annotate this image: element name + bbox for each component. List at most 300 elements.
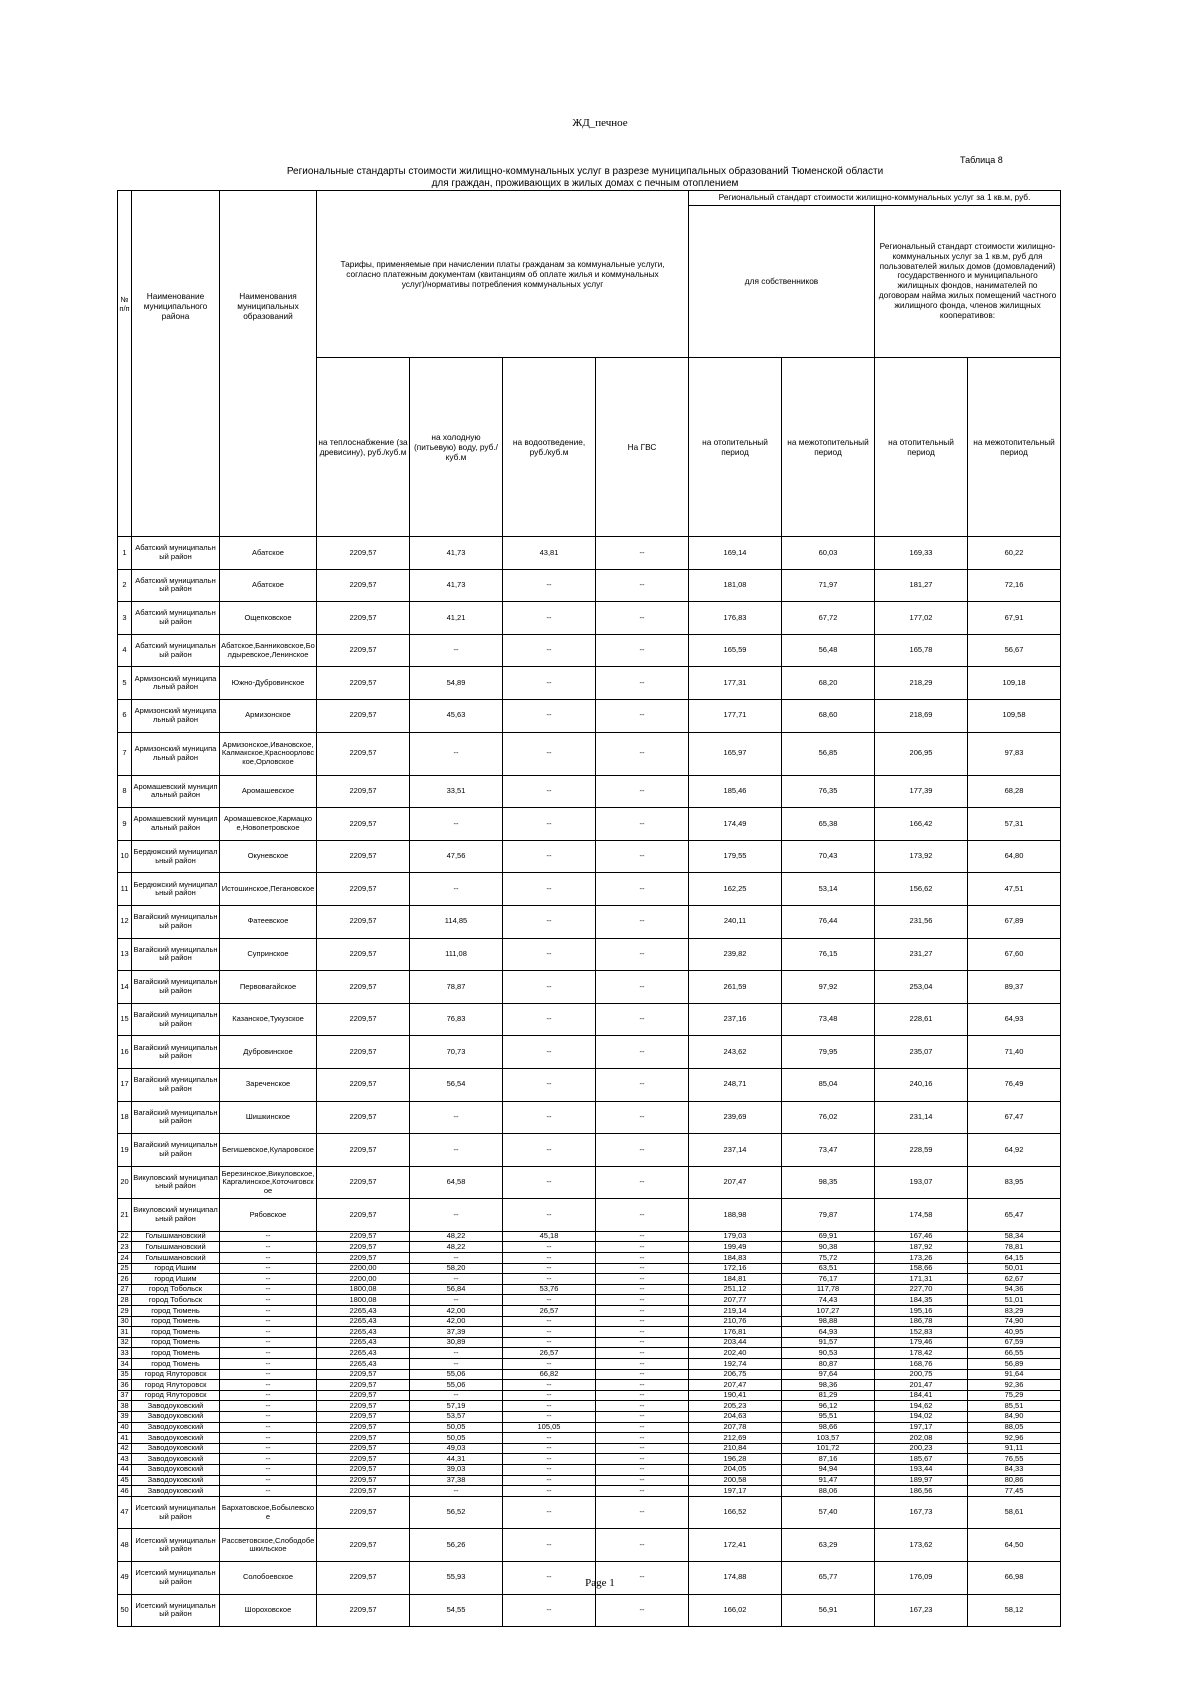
- table-row: [118, 971, 1061, 1004]
- owner-nonheating-value: 90,38: [782, 1242, 875, 1253]
- tenant-nonheating-value: 51,01: [968, 1295, 1061, 1306]
- cold-water-tariff: --: [410, 1274, 503, 1285]
- cold-water-tariff: --: [410, 1253, 503, 1264]
- owner-heating-value: 237,14: [689, 1134, 782, 1167]
- tenant-nonheating-value: 67,59: [968, 1337, 1061, 1348]
- drainage-tariff: --: [503, 808, 596, 841]
- tenant-heating-value: 228,61: [875, 1003, 968, 1036]
- tenant-nonheating-value: 85,51: [968, 1401, 1061, 1412]
- tenant-nonheating-value: 47,51: [968, 873, 1061, 906]
- district-name: Вагайский муниципальный район: [132, 1068, 220, 1101]
- district-name: Вагайский муниципальный район: [132, 1036, 220, 1069]
- district-name: Армизонский муниципальный район: [132, 667, 220, 700]
- municipality-name: Окуневское: [220, 840, 317, 873]
- district-name: город Ишим: [132, 1274, 220, 1285]
- tenant-nonheating-value: 75,29: [968, 1390, 1061, 1401]
- header-row-1: [118, 191, 1061, 206]
- row-number: 21: [118, 1199, 132, 1232]
- owner-nonheating-value: 97,92: [782, 971, 875, 1004]
- table-row: [118, 537, 1061, 570]
- row-number: 25: [118, 1263, 132, 1274]
- district-name: Исетский муниципальный район: [132, 1594, 220, 1627]
- cold-water-tariff: 37,38: [410, 1475, 503, 1486]
- owner-nonheating-value: 91,57: [782, 1337, 875, 1348]
- cold-water-tariff: --: [410, 732, 503, 775]
- owner-heating-value: 179,03: [689, 1231, 782, 1242]
- municipality-name: --: [220, 1306, 317, 1317]
- drainage-tariff: --: [503, 1486, 596, 1497]
- table-row: [118, 1263, 1061, 1274]
- table-row: [118, 1231, 1061, 1242]
- tenant-heating-value: 187,92: [875, 1242, 968, 1253]
- municipality-name: Абатское: [220, 537, 317, 570]
- hot-water-tariff: --: [596, 1529, 689, 1562]
- row-number: 11: [118, 873, 132, 906]
- heat-tariff: 2209,57: [317, 1101, 410, 1134]
- heat-tariff: 2265,43: [317, 1359, 410, 1370]
- owner-nonheating-value: 60,03: [782, 537, 875, 570]
- district-name: Вагайский муниципальный район: [132, 1101, 220, 1134]
- cold-water-tariff: 54,55: [410, 1594, 503, 1627]
- hot-water-tariff: --: [596, 1380, 689, 1391]
- heat-tariff: 2209,57: [317, 905, 410, 938]
- heat-tariff: 2209,57: [317, 1454, 410, 1465]
- owner-nonheating-value: 96,12: [782, 1401, 875, 1412]
- drainage-tariff: --: [503, 1068, 596, 1101]
- drainage-tariff: --: [503, 1199, 596, 1232]
- drainage-tariff: --: [503, 1454, 596, 1465]
- tenant-heating-value: 158,66: [875, 1263, 968, 1274]
- table-row: [118, 1327, 1061, 1338]
- owner-heating-value: 176,81: [689, 1327, 782, 1338]
- owner-heating-value: 205,23: [689, 1401, 782, 1412]
- cold-water-tariff: 42,00: [410, 1306, 503, 1317]
- municipality-name: --: [220, 1284, 317, 1295]
- municipality-name: Супринское: [220, 938, 317, 971]
- heat-tariff: 2200,00: [317, 1263, 410, 1274]
- row-number: 50: [118, 1594, 132, 1627]
- table-row: [118, 1496, 1061, 1529]
- heat-tariff: 2209,57: [317, 1486, 410, 1497]
- tenant-heating-value: 206,95: [875, 732, 968, 775]
- district-name: Бердюжский муниципальный район: [132, 873, 220, 906]
- hot-water-tariff: --: [596, 1242, 689, 1253]
- owner-nonheating-value: 56,85: [782, 732, 875, 775]
- drainage-tariff: --: [503, 905, 596, 938]
- tenant-nonheating-value: 80,86: [968, 1475, 1061, 1486]
- row-number: 36: [118, 1380, 132, 1391]
- owner-nonheating-value: 98,35: [782, 1166, 875, 1199]
- heat-tariff: 2209,57: [317, 1036, 410, 1069]
- tenant-nonheating-value: 83,95: [968, 1166, 1061, 1199]
- owner-nonheating-value: 117,78: [782, 1284, 875, 1295]
- owner-heating-value: 210,76: [689, 1316, 782, 1327]
- cold-water-tariff: 58,20: [410, 1263, 503, 1274]
- table-row: [118, 699, 1061, 732]
- hot-water-tariff: --: [596, 1166, 689, 1199]
- municipality-name: --: [220, 1253, 317, 1264]
- owner-heating-value: 204,05: [689, 1464, 782, 1475]
- drainage-tariff: --: [503, 1594, 596, 1627]
- row-number: 38: [118, 1401, 132, 1412]
- tenant-nonheating-value: 109,18: [968, 667, 1061, 700]
- heat-tariff: 2209,57: [317, 971, 410, 1004]
- tenant-heating-value: 184,41: [875, 1390, 968, 1401]
- row-number: 37: [118, 1390, 132, 1401]
- tenant-heating-value: 152,83: [875, 1327, 968, 1338]
- tenant-nonheating-value: 58,34: [968, 1231, 1061, 1242]
- cold-water-tariff: 53,57: [410, 1411, 503, 1422]
- municipality-name: Ощепковское: [220, 602, 317, 635]
- drainage-tariff: --: [503, 840, 596, 873]
- district-name: Заводоуковский: [132, 1433, 220, 1444]
- drainage-tariff: --: [503, 1433, 596, 1444]
- owner-nonheating-value: 74,43: [782, 1295, 875, 1306]
- tenant-heating-value: 168,76: [875, 1359, 968, 1370]
- table-row: [118, 1390, 1061, 1401]
- tenant-nonheating-value: 78,81: [968, 1242, 1061, 1253]
- owner-heating-value: 196,28: [689, 1454, 782, 1465]
- owner-nonheating-value: 69,91: [782, 1231, 875, 1242]
- table-row: [118, 667, 1061, 700]
- heat-tariff: 2209,57: [317, 1068, 410, 1101]
- table-row: [118, 1594, 1061, 1627]
- table-row: [118, 1443, 1061, 1454]
- tenant-heating-value: 194,62: [875, 1401, 968, 1412]
- owner-heating-value: 212,69: [689, 1433, 782, 1444]
- owner-nonheating-value: 75,72: [782, 1253, 875, 1264]
- cold-water-tariff: 39,03: [410, 1464, 503, 1475]
- owner-heating-value: 177,31: [689, 667, 782, 700]
- table-row: [118, 938, 1061, 971]
- cold-water-tariff: --: [410, 1390, 503, 1401]
- tenant-heating-value: 165,78: [875, 634, 968, 667]
- row-number: 5: [118, 667, 132, 700]
- cold-water-tariff: --: [410, 1199, 503, 1232]
- hot-water-tariff: --: [596, 1274, 689, 1285]
- col-header-cold-water: на холодную (питьевую) воду, руб./куб.м: [410, 358, 503, 537]
- municipality-name: --: [220, 1337, 317, 1348]
- tenant-heating-value: 186,56: [875, 1486, 968, 1497]
- tenant-heating-value: 184,35: [875, 1295, 968, 1306]
- district-name: Голышмановский: [132, 1231, 220, 1242]
- hot-water-tariff: --: [596, 1454, 689, 1465]
- cold-water-tariff: 64,58: [410, 1166, 503, 1199]
- row-number: 32: [118, 1337, 132, 1348]
- hot-water-tariff: --: [596, 775, 689, 808]
- owner-heating-value: 177,71: [689, 699, 782, 732]
- tenant-nonheating-value: 67,60: [968, 938, 1061, 971]
- owner-nonheating-value: 97,64: [782, 1369, 875, 1380]
- cold-water-tariff: 42,00: [410, 1316, 503, 1327]
- district-name: Заводоуковский: [132, 1401, 220, 1412]
- tenant-nonheating-value: 84,33: [968, 1464, 1061, 1475]
- drainage-tariff: --: [503, 634, 596, 667]
- tenant-nonheating-value: 64,92: [968, 1134, 1061, 1167]
- table-row: [118, 732, 1061, 775]
- tenant-heating-value: 194,02: [875, 1411, 968, 1422]
- table-row: [118, 1529, 1061, 1562]
- district-name: Вагайский муниципальный район: [132, 938, 220, 971]
- heat-tariff: 2209,57: [317, 1380, 410, 1391]
- tenant-nonheating-value: 62,67: [968, 1274, 1061, 1285]
- tenant-nonheating-value: 83,29: [968, 1306, 1061, 1317]
- tenant-heating-value: 177,39: [875, 775, 968, 808]
- tenant-nonheating-value: 67,89: [968, 905, 1061, 938]
- table-row: [118, 602, 1061, 635]
- row-number: 34: [118, 1359, 132, 1370]
- table-row: [118, 1433, 1061, 1444]
- owner-nonheating-value: 71,97: [782, 569, 875, 602]
- owner-heating-value: 239,69: [689, 1101, 782, 1134]
- municipality-name: Зареченское: [220, 1068, 317, 1101]
- owner-nonheating-value: 88,06: [782, 1486, 875, 1497]
- owner-heating-value: 169,14: [689, 537, 782, 570]
- district-name: Викуловский муниципальный район: [132, 1199, 220, 1232]
- table-row: [118, 1101, 1061, 1134]
- tenant-nonheating-value: 92,96: [968, 1433, 1061, 1444]
- owner-heating-value: 204,63: [689, 1411, 782, 1422]
- table-row: [118, 1454, 1061, 1465]
- table-row: [118, 1242, 1061, 1253]
- tenant-heating-value: 193,07: [875, 1166, 968, 1199]
- drainage-tariff: --: [503, 938, 596, 971]
- district-name: Бердюжский муниципальный район: [132, 840, 220, 873]
- table-row: [118, 905, 1061, 938]
- drainage-tariff: --: [503, 1134, 596, 1167]
- tenant-nonheating-value: 56,89: [968, 1359, 1061, 1370]
- municipality-name: --: [220, 1369, 317, 1380]
- table-row: [118, 1401, 1061, 1412]
- row-number: 18: [118, 1101, 132, 1134]
- owner-nonheating-value: 107,27: [782, 1306, 875, 1317]
- cold-water-tariff: 41,73: [410, 569, 503, 602]
- owner-heating-value: 190,41: [689, 1390, 782, 1401]
- district-name: Аромашевский муниципальный район: [132, 808, 220, 841]
- owner-heating-value: 243,62: [689, 1036, 782, 1069]
- heat-tariff: 2209,57: [317, 1464, 410, 1475]
- owner-heating-value: 207,47: [689, 1166, 782, 1199]
- hot-water-tariff: --: [596, 1475, 689, 1486]
- document-title: [258, 166, 912, 190]
- table-row: [118, 1003, 1061, 1036]
- owner-heating-value: 207,78: [689, 1422, 782, 1433]
- row-number: 20: [118, 1166, 132, 1199]
- page-footer: Page 1: [585, 1577, 615, 1589]
- hot-water-tariff: --: [596, 905, 689, 938]
- table-row: [118, 1199, 1061, 1232]
- municipality-name: --: [220, 1390, 317, 1401]
- district-name: Заводоуковский: [132, 1475, 220, 1486]
- tenant-heating-value: 167,73: [875, 1496, 968, 1529]
- tenant-nonheating-value: 76,49: [968, 1068, 1061, 1101]
- cold-water-tariff: 50,05: [410, 1422, 503, 1433]
- col-header-tenant-nonheating: на межотопительный период: [968, 358, 1061, 537]
- tenant-nonheating-value: 56,67: [968, 634, 1061, 667]
- col-header-municipality: Наименования муниципальных образований: [220, 191, 317, 537]
- hot-water-tariff: --: [596, 1316, 689, 1327]
- table-row: [118, 1068, 1061, 1101]
- tenant-nonheating-value: 58,61: [968, 1496, 1061, 1529]
- municipality-name: --: [220, 1231, 317, 1242]
- tenant-nonheating-value: 91,11: [968, 1443, 1061, 1454]
- heat-tariff: 2209,57: [317, 699, 410, 732]
- tenant-nonheating-value: 50,01: [968, 1263, 1061, 1274]
- owner-nonheating-value: 87,16: [782, 1454, 875, 1465]
- drainage-tariff: --: [503, 1390, 596, 1401]
- owner-heating-value: 185,46: [689, 775, 782, 808]
- hot-water-tariff: --: [596, 699, 689, 732]
- owner-heating-value: 210,84: [689, 1443, 782, 1454]
- owner-heating-value: 239,82: [689, 938, 782, 971]
- table-row: [118, 1306, 1061, 1317]
- tenant-nonheating-value: 64,93: [968, 1003, 1061, 1036]
- heat-tariff: 2209,57: [317, 1134, 410, 1167]
- district-name: Абатский муниципальный район: [132, 569, 220, 602]
- hot-water-tariff: --: [596, 1003, 689, 1036]
- row-number: 44: [118, 1464, 132, 1475]
- row-number: 39: [118, 1411, 132, 1422]
- municipality-name: --: [220, 1316, 317, 1327]
- drainage-tariff: 105,05: [503, 1422, 596, 1433]
- tenant-heating-value: 173,26: [875, 1253, 968, 1264]
- heat-tariff: 2209,57: [317, 1253, 410, 1264]
- owner-heating-value: 202,40: [689, 1348, 782, 1359]
- heat-tariff: 2265,43: [317, 1337, 410, 1348]
- drainage-tariff: --: [503, 1464, 596, 1475]
- tenant-nonheating-value: 60,22: [968, 537, 1061, 570]
- table-row: [118, 569, 1061, 602]
- heat-tariff: 2209,57: [317, 1443, 410, 1454]
- tenant-nonheating-value: 88,05: [968, 1422, 1061, 1433]
- drainage-tariff: --: [503, 1274, 596, 1285]
- table-row: [118, 1036, 1061, 1069]
- heat-tariff: 1800,08: [317, 1284, 410, 1295]
- cold-water-tariff: --: [410, 634, 503, 667]
- tenant-nonheating-value: 76,55: [968, 1454, 1061, 1465]
- hot-water-tariff: --: [596, 1295, 689, 1306]
- cold-water-tariff: 55,93: [410, 1561, 503, 1594]
- drainage-tariff: --: [503, 1253, 596, 1264]
- owner-heating-value: 203,44: [689, 1337, 782, 1348]
- row-number: 4: [118, 634, 132, 667]
- district-name: город Тюмень: [132, 1316, 220, 1327]
- district-name: Викуловский муниципальный район: [132, 1166, 220, 1199]
- hot-water-tariff: --: [596, 1306, 689, 1317]
- municipality-name: --: [220, 1359, 317, 1370]
- municipality-name: Абатское,Банниковское,Болдыревское,Ленинское: [220, 634, 317, 667]
- cold-water-tariff: 44,31: [410, 1454, 503, 1465]
- municipality-name: --: [220, 1242, 317, 1253]
- table-row: [118, 1274, 1061, 1285]
- row-number: 27: [118, 1284, 132, 1295]
- drainage-tariff: --: [503, 667, 596, 700]
- row-number: 28: [118, 1295, 132, 1306]
- municipality-name: Березинское,Викуловское,Каргалинское,Коточиговское: [220, 1166, 317, 1199]
- col-header-tenant-heating: на отопительный период: [875, 358, 968, 537]
- owner-nonheating-value: 67,72: [782, 602, 875, 635]
- hot-water-tariff: --: [596, 1561, 689, 1594]
- table-row: [118, 634, 1061, 667]
- owner-heating-value: 219,14: [689, 1306, 782, 1317]
- tenant-nonheating-value: 64,15: [968, 1253, 1061, 1264]
- heat-tariff: 2209,57: [317, 938, 410, 971]
- district-name: город Тюмень: [132, 1327, 220, 1338]
- municipality-name: Абатское: [220, 569, 317, 602]
- tenant-heating-value: 173,92: [875, 840, 968, 873]
- col-header-district: Наименование муниципального района: [132, 191, 220, 537]
- drainage-tariff: --: [503, 775, 596, 808]
- municipality-name: Аромашевское,Кармацкое,Новопетровское: [220, 808, 317, 841]
- tenant-heating-value: 166,42: [875, 808, 968, 841]
- drainage-tariff: --: [503, 569, 596, 602]
- cold-water-tariff: 70,73: [410, 1036, 503, 1069]
- heat-tariff: 2209,57: [317, 1529, 410, 1562]
- row-number: 35: [118, 1369, 132, 1380]
- owner-heating-value: 174,49: [689, 808, 782, 841]
- drainage-tariff: --: [503, 1101, 596, 1134]
- municipality-name: Шороховское: [220, 1594, 317, 1627]
- owner-nonheating-value: 53,14: [782, 873, 875, 906]
- drainage-tariff: --: [503, 1003, 596, 1036]
- row-number: 41: [118, 1433, 132, 1444]
- row-number: 29: [118, 1306, 132, 1317]
- hot-water-tariff: --: [596, 1036, 689, 1069]
- owner-nonheating-value: 76,17: [782, 1274, 875, 1285]
- cold-water-tariff: 49,03: [410, 1443, 503, 1454]
- district-name: Вагайский муниципальный район: [132, 1003, 220, 1036]
- row-number: 42: [118, 1443, 132, 1454]
- hot-water-tariff: --: [596, 971, 689, 1004]
- hot-water-tariff: --: [596, 1496, 689, 1529]
- cold-water-tariff: --: [410, 1134, 503, 1167]
- heat-tariff: 2209,57: [317, 667, 410, 700]
- owner-nonheating-value: 76,35: [782, 775, 875, 808]
- district-name: Голышмановский: [132, 1253, 220, 1264]
- heat-tariff: 2209,57: [317, 1003, 410, 1036]
- cold-water-tariff: 57,19: [410, 1401, 503, 1412]
- hot-water-tariff: --: [596, 1068, 689, 1101]
- owner-nonheating-value: 68,20: [782, 667, 875, 700]
- tenant-nonheating-value: 89,37: [968, 971, 1061, 1004]
- table-row: [118, 1475, 1061, 1486]
- hot-water-tariff: --: [596, 1101, 689, 1134]
- cold-water-tariff: 50,05: [410, 1433, 503, 1444]
- table-row: [118, 1411, 1061, 1422]
- municipality-name: --: [220, 1464, 317, 1475]
- owner-nonheating-value: 65,77: [782, 1561, 875, 1594]
- tenant-heating-value: 197,17: [875, 1422, 968, 1433]
- owner-heating-value: 162,25: [689, 873, 782, 906]
- hot-water-tariff: --: [596, 873, 689, 906]
- tenant-nonheating-value: 67,47: [968, 1101, 1061, 1134]
- municipality-name: Армизонское: [220, 699, 317, 732]
- hot-water-tariff: --: [596, 1253, 689, 1264]
- row-number: 31: [118, 1327, 132, 1338]
- cold-water-tariff: 76,83: [410, 1003, 503, 1036]
- row-number: 40: [118, 1422, 132, 1433]
- tenant-nonheating-value: 77,45: [968, 1486, 1061, 1497]
- cold-water-tariff: 48,22: [410, 1231, 503, 1242]
- drainage-tariff: 26,57: [503, 1306, 596, 1317]
- municipality-name: Бегишевское,Куларовское: [220, 1134, 317, 1167]
- hot-water-tariff: --: [596, 1390, 689, 1401]
- drainage-tariff: --: [503, 873, 596, 906]
- row-number: 19: [118, 1134, 132, 1167]
- row-number: 2: [118, 569, 132, 602]
- heat-tariff: 2209,57: [317, 1594, 410, 1627]
- tenant-heating-value: 173,62: [875, 1529, 968, 1562]
